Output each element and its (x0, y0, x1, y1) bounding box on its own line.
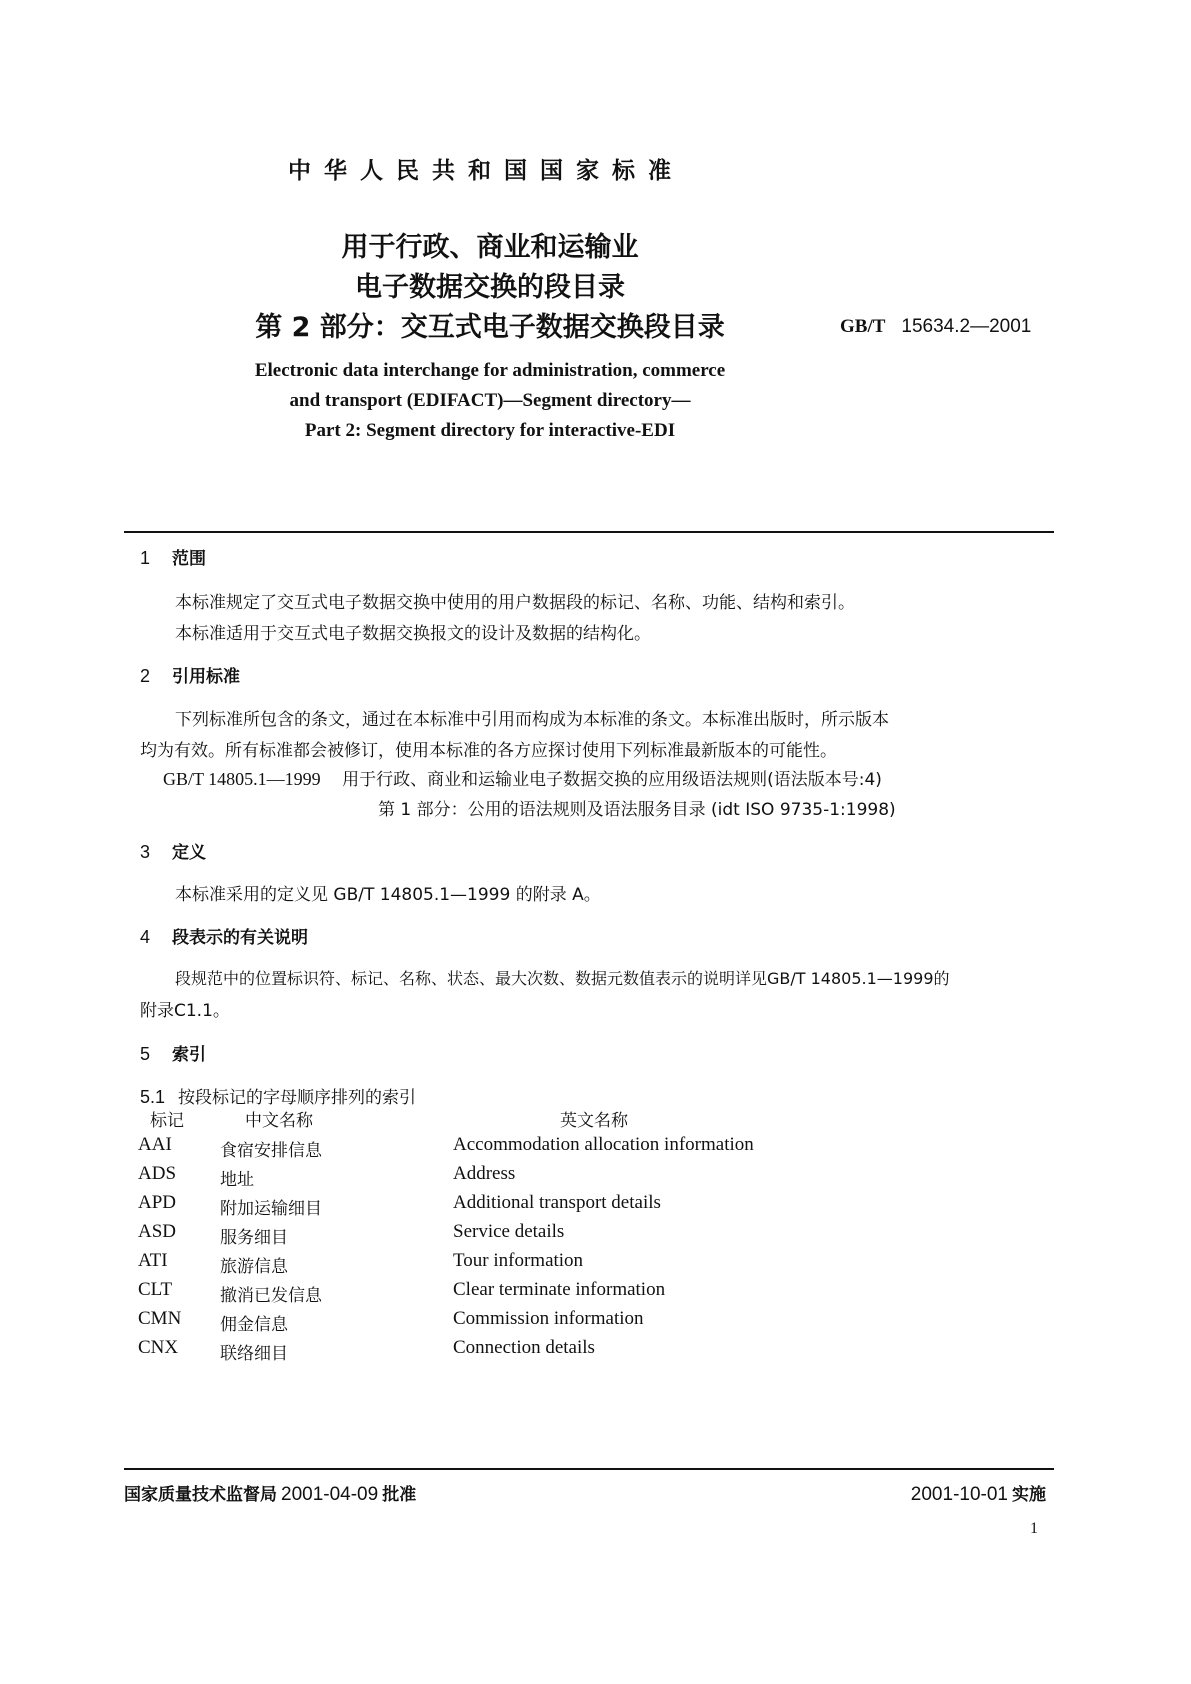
effective-label: 实施 (1012, 1485, 1046, 1505)
section-1-para-2: 本标准适用于交互式电子数据交换报文的设计及数据的结构化。 (175, 624, 651, 644)
standard-code: 15634.2—2001 (901, 316, 1032, 337)
section-3-heading (140, 838, 206, 863)
index-table-header (145, 1106, 1045, 1132)
section-5-heading (140, 1040, 206, 1065)
approve-date: 2001-04-09 (281, 1484, 379, 1505)
table-row (138, 1250, 1038, 1276)
section-title: 定义 (172, 843, 206, 863)
effective-date: 2001-10-01 (910, 1484, 1008, 1505)
segment-cn-name: 食宿安排信息 (220, 1141, 322, 1161)
segment-cn-name: 服务细目 (220, 1228, 288, 1248)
segment-en-name: Tour information (453, 1250, 584, 1271)
standard-prefix: GB/T (840, 316, 886, 337)
section-4-heading (140, 923, 308, 948)
segment-tag: CLT (138, 1279, 173, 1300)
table-row (138, 1279, 1038, 1305)
segment-cn-name: 撤消已发信息 (220, 1286, 322, 1306)
section-3-para: 本标准采用的定义见 GB/T 14805.1—1999 的附录 A。 (175, 885, 601, 905)
section-title: 引用标准 (172, 667, 240, 687)
segment-en-name: Commission information (453, 1308, 644, 1329)
approve-label: 批准 (382, 1485, 417, 1505)
section-2-para-line-2: 均为有效。所有标准都会被修订，使用本标准的各方应探讨使用下列标准最新版本的可能性。 (140, 741, 837, 761)
approval-info (124, 1480, 416, 1506)
reference-code: GB/T 14805.1—1999 (163, 769, 321, 789)
segment-tag: ADS (138, 1163, 177, 1184)
segment-tag: CNX (138, 1337, 179, 1358)
reference-title-line-1: 用于行政、商业和运输业电子数据交换的应用级语法规则(语法版本号:4) (342, 770, 882, 790)
segment-en-name: Clear terminate information (453, 1279, 666, 1300)
section-number: 4 (140, 927, 151, 947)
segment-cn-name: 地址 (220, 1170, 254, 1190)
table-row (138, 1221, 1038, 1247)
table-row (138, 1308, 1038, 1334)
section-2-para-line-1: 下列标准所包含的条文，通过在本标准中引用而构成为本标准的条文。本标准出版时，所示版本 (175, 710, 889, 730)
section-1-heading (140, 544, 206, 569)
effective-info (911, 1480, 1046, 1506)
section-number: 5 (140, 1044, 151, 1064)
title-en-line-3: Part 2: Segment directory for interactive-EDI (304, 420, 676, 441)
approver: 国家质量技术监督局 (124, 1485, 277, 1505)
segment-en-name: Connection details (453, 1337, 595, 1358)
reference-title-line-2: 第 1 部分：公用的语法规则及语法服务目录 (idt ISO 9735-1:1998) (378, 800, 896, 820)
section-title: 索引 (172, 1045, 206, 1065)
segment-tag: ASD (138, 1221, 177, 1242)
segment-en-name: Additional transport details (453, 1192, 661, 1213)
section-number: 2 (140, 666, 151, 686)
page-number: 1 (1030, 1520, 1038, 1537)
section-number: 1 (140, 548, 151, 568)
table-row (138, 1192, 1038, 1218)
table-row (138, 1163, 1038, 1189)
title-en-line-2: and transport (EDIFACT)—Segment directory— (289, 390, 691, 411)
section-4-para-line-1: 段规范中的位置标识符、标记、名称、状态、最大次数、数据元数值表示的说明详见GB/T 14805.1—1999的 (175, 969, 950, 988)
header-cn-name: 中文名称 (245, 1111, 313, 1131)
segment-cn-name: 旅游信息 (220, 1257, 288, 1277)
table-row (138, 1134, 1038, 1160)
segment-tag: CMN (138, 1308, 182, 1329)
national-standard-text: 中华人民共和国国家标准 (288, 158, 684, 184)
title-cn-line-3: 第 2 部分：交互式电子数据交换段目录 (255, 312, 725, 343)
reference-entry (163, 765, 882, 790)
section-2-heading (140, 662, 240, 687)
segment-cn-name: 联络细目 (220, 1344, 288, 1364)
subsection-title: 按段标记的字母顺序排列的索引 (178, 1088, 416, 1108)
segment-tag: AAI (138, 1134, 172, 1155)
segment-tag: APD (138, 1192, 177, 1213)
title-cn-line-1: 用于行政、商业和运输业 (341, 232, 639, 263)
title-en-line-1: Electronic data interchange for administration, commerce (254, 360, 726, 381)
segment-cn-name: 附加运输细目 (220, 1199, 322, 1219)
segment-tag: ATI (138, 1250, 168, 1271)
subsection-5-1-heading (140, 1083, 416, 1108)
title-cn-line-2: 电子数据交换的段目录 (355, 272, 625, 303)
section-4-para-line-2: 附录C1.1。 (140, 1001, 230, 1021)
header-en-name: 英文名称 (560, 1111, 628, 1131)
section-title: 段表示的有关说明 (172, 928, 308, 948)
table-row (138, 1337, 1038, 1363)
subsection-number: 5.1 (140, 1087, 166, 1107)
segment-cn-name: 佣金信息 (220, 1315, 288, 1335)
section-title: 范围 (172, 549, 206, 569)
section-1-para-1: 本标准规定了交互式电子数据交换中使用的用户数据段的标记、名称、功能、结构和索引。 (175, 593, 855, 613)
header-tag: 标记 (150, 1111, 184, 1131)
footer-divider (124, 1468, 1054, 1470)
section-number: 3 (140, 842, 151, 862)
segment-en-name: Accommodation allocation information (453, 1134, 754, 1155)
segment-en-name: Address (453, 1163, 516, 1184)
header-divider (124, 531, 1054, 533)
standard-number (840, 316, 1031, 338)
segment-en-name: Service details (453, 1221, 565, 1242)
